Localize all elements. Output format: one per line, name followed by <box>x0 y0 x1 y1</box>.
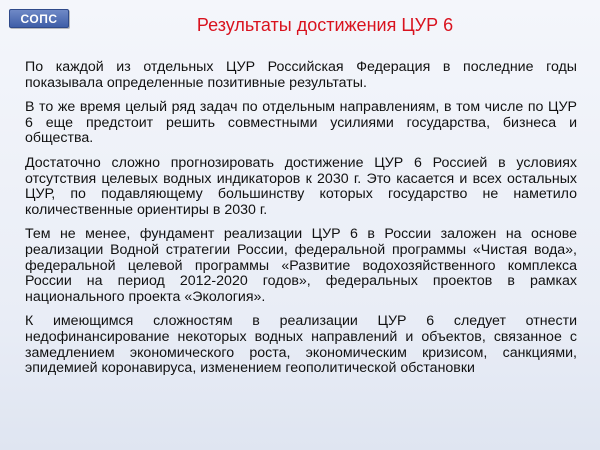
paragraph-4: Тем не менее, фундамент реализации ЦУР 6 в России заложен на основе реализации Водной стратегии России, федеральной программы «Чистая вода», федеральной целевой программы «Развитие водохозяйственного комплекса России на период 2012-2020 годов», федеральных проектов в рамках национального проекта «Экология». <box>25 226 577 305</box>
slide-title: Результаты достижения ЦУР 6 <box>196 15 454 35</box>
paragraph-3: Достаточно сложно прогнозировать достижение ЦУР 6 Россией в условиях отсутствия целевых водных индикаторов к 2030 г. Это касается и всех остальных ЦУР, по подавляющему большинству которых государство не наметило количественные ориентиры в 2030 г. <box>25 154 577 218</box>
paragraph-5: К имеющимся сложностям в реализации ЦУР 6 следует отнести недофинансирование некоторых водных направлений и объектов, связанное с замедлением экономического роста, экономическим кризисом, санкциями, эпидемией коронавируса, изменением геополитической обстановки <box>25 313 577 377</box>
slide-body <box>25 60 577 386</box>
logo-text: СОПС <box>20 11 58 26</box>
paragraph-1: По каждой из отдельных ЦУР Российская Федерация в последние годы показывала определенные позитивные результаты. <box>25 59 577 91</box>
paragraph-2: В то же время целый ряд задач по отдельным направлениям, в том числе по ЦУР 6 еще предстоит решить совместными усилиями государства, бизнеса и общества. <box>25 99 577 147</box>
